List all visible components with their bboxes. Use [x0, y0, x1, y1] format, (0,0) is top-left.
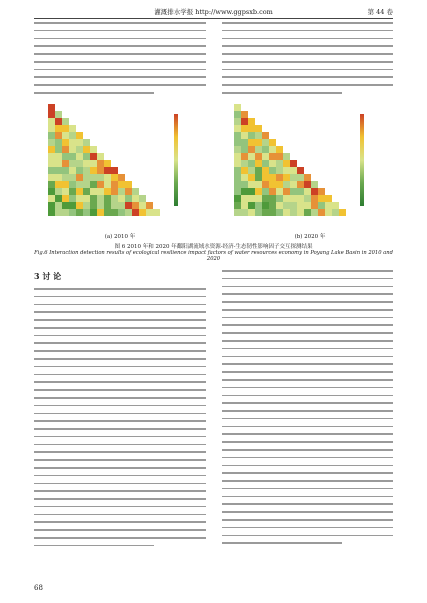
heatmap-cell — [69, 125, 76, 132]
heatmap-cell — [90, 153, 97, 160]
heatmap-cell — [262, 209, 269, 216]
heatmap-cell — [276, 167, 283, 174]
heatmap-cell — [55, 153, 62, 160]
heatmap-cell — [255, 195, 262, 202]
heatmap-cell — [104, 174, 111, 181]
heatmap-cell — [76, 167, 83, 174]
text-block-top-left — [34, 22, 206, 100]
heatmap-cell — [318, 188, 325, 195]
heatmap-cell — [76, 146, 83, 153]
heatmap-cell — [262, 146, 269, 153]
heatmap-cell — [234, 146, 241, 153]
heatmap-cell — [83, 181, 90, 188]
heatmap-cell — [97, 153, 104, 160]
heatmap-cell — [248, 153, 255, 160]
heatmap-cell — [76, 139, 83, 146]
heatmap-cell — [325, 209, 332, 216]
heatmap-cell — [269, 181, 276, 188]
heatmap-cell — [111, 167, 118, 174]
heatmap-cell — [304, 209, 311, 216]
heatmap-cell — [234, 167, 241, 174]
heatmap-cell — [118, 181, 125, 188]
heatmap-cell — [69, 146, 76, 153]
heatmap-cell — [262, 202, 269, 209]
heatmap-cell — [48, 118, 55, 125]
heatmap-cell — [276, 202, 283, 209]
heatmap-cell — [104, 160, 111, 167]
heatmap-cell — [48, 181, 55, 188]
heatmap-cell — [255, 202, 262, 209]
heatmap-cell — [248, 195, 255, 202]
heatmap-cell — [255, 160, 262, 167]
heatmap-cell — [132, 188, 139, 195]
heatmap-cell — [304, 174, 311, 181]
heatmap-cell — [90, 174, 97, 181]
heatmap-cell — [311, 188, 318, 195]
heatmap-cell — [111, 195, 118, 202]
heatmap-cell — [104, 188, 111, 195]
heatmap-cell — [262, 188, 269, 195]
color-legend — [174, 114, 178, 206]
heatmap-cell — [234, 160, 241, 167]
figure-caption-en: Fig.6 Interaction detection results of ecological resilience impact factors of water resources economy in Poyang Lake Basin in 2010 and 2020 — [34, 250, 393, 262]
heatmap-cell — [290, 188, 297, 195]
color-legend — [360, 114, 364, 206]
heatmap-cell — [318, 202, 325, 209]
heatmap-cell — [241, 111, 248, 118]
heatmap-cell — [139, 202, 146, 209]
heatmap-cell — [104, 181, 111, 188]
heatmap-cell — [111, 202, 118, 209]
heatmap-cell — [234, 202, 241, 209]
heatmap-cell — [48, 153, 55, 160]
heatmap-cell — [241, 160, 248, 167]
heatmap-cell — [48, 167, 55, 174]
heatmap-cell — [104, 167, 111, 174]
heatmap-cell — [269, 146, 276, 153]
heatmap-cell — [262, 174, 269, 181]
heatmap-cell — [234, 195, 241, 202]
heatmap-cell — [83, 146, 90, 153]
heatmap-cell — [55, 111, 62, 118]
figure-caption-cn: 图 6 2010 年和 2020 年鄱阳湖流域水资源-经济-生态韧性影响因子交互探测结果 — [114, 244, 313, 250]
heatmap-cell — [283, 153, 290, 160]
heatmap-cell — [69, 209, 76, 216]
heatmap-cell — [62, 174, 69, 181]
heatmap-cell — [83, 139, 90, 146]
heatmap-cell — [283, 160, 290, 167]
heatmap-cell — [97, 188, 104, 195]
heatmap-cell — [255, 132, 262, 139]
heatmap-cell — [48, 202, 55, 209]
heatmap-cell — [234, 118, 241, 125]
heatmap-cell — [125, 202, 132, 209]
heatmap-cell — [304, 202, 311, 209]
heatmap-cell — [118, 188, 125, 195]
heatmap-cell — [55, 160, 62, 167]
heatmap-cell — [304, 195, 311, 202]
heatmap-cell — [269, 174, 276, 181]
heatmap-cell — [276, 160, 283, 167]
heatmap-cell — [69, 132, 76, 139]
heatmap-cell — [248, 181, 255, 188]
running-header — [34, 6, 393, 19]
heatmap-cell — [262, 181, 269, 188]
heatmap-cell — [241, 125, 248, 132]
heatmap-cell — [290, 209, 297, 216]
heatmap-cell — [269, 167, 276, 174]
heatmap-cell — [311, 202, 318, 209]
heatmap-cell — [118, 202, 125, 209]
heatmap-cell — [241, 153, 248, 160]
heatmap-cell — [269, 188, 276, 195]
heatmap-cell — [62, 146, 69, 153]
heatmap-cell — [297, 181, 304, 188]
heatmap-cell — [262, 195, 269, 202]
heatmap-cell — [241, 167, 248, 174]
heatmap-cell — [255, 174, 262, 181]
heatmap-cell — [241, 139, 248, 146]
heatmap-cell — [283, 188, 290, 195]
heatmap-cell — [269, 153, 276, 160]
heatmap-cell — [262, 132, 269, 139]
heatmap-cell — [55, 181, 62, 188]
heatmap-cell — [62, 181, 69, 188]
heatmap-cell — [69, 188, 76, 195]
heatmap-cell — [325, 195, 332, 202]
heatmap-cell — [48, 209, 55, 216]
heatmap-cell — [255, 181, 262, 188]
journal-name: 灌溉排水学报 http://www.ggpsxb.com — [154, 8, 273, 16]
heatmap-cell — [76, 132, 83, 139]
heatmap-cell — [62, 167, 69, 174]
heatmap-cell — [255, 139, 262, 146]
heatmap-cell — [83, 160, 90, 167]
heatmap-cell — [241, 146, 248, 153]
heatmap-cell — [83, 195, 90, 202]
heatmap-cell — [62, 118, 69, 125]
heatmap-cell — [97, 202, 104, 209]
heatmap-cell — [132, 195, 139, 202]
heatmap-cell — [318, 209, 325, 216]
heatmap-cell — [55, 146, 62, 153]
heatmap-cell — [248, 188, 255, 195]
heatmap-cell — [132, 202, 139, 209]
heatmap-cell — [332, 202, 339, 209]
heatmap-cell — [118, 195, 125, 202]
heatmap-cell — [241, 195, 248, 202]
heatmap-cell — [248, 118, 255, 125]
heatmap-cell — [290, 167, 297, 174]
heatmap-cell — [69, 181, 76, 188]
heatmap-cell — [118, 209, 125, 216]
heatmap-cell — [255, 209, 262, 216]
heatmap-cell — [276, 153, 283, 160]
heatmap-cell — [297, 174, 304, 181]
heatmap-cell — [248, 160, 255, 167]
heatmap-cell — [290, 181, 297, 188]
heatmap-cell — [269, 160, 276, 167]
heatmap-cell — [76, 209, 83, 216]
heatmap-cell — [276, 146, 283, 153]
heatmap-cell — [111, 209, 118, 216]
heatmap-cell — [262, 167, 269, 174]
heatmap-cell — [234, 174, 241, 181]
heatmap-cell — [146, 202, 153, 209]
heatmap-cell — [290, 174, 297, 181]
heatmap-cell — [48, 146, 55, 153]
heatmap-cell — [283, 167, 290, 174]
heatmap-cell — [69, 202, 76, 209]
heatmap-cell — [76, 195, 83, 202]
heatmap-cell — [48, 111, 55, 118]
heatmap-cell — [62, 202, 69, 209]
heatmap-cell — [55, 174, 62, 181]
heatmap-cell — [139, 209, 146, 216]
heatmap-cell — [69, 195, 76, 202]
heatmap-cell — [283, 181, 290, 188]
heatmap-cell — [55, 195, 62, 202]
heatmap-cell — [297, 195, 304, 202]
heatmap-cell — [48, 195, 55, 202]
heatmap-cell — [311, 181, 318, 188]
heatmap-cell — [125, 181, 132, 188]
heatmap-cell — [76, 188, 83, 195]
heatmap-cell — [62, 188, 69, 195]
heatmap-cell — [255, 146, 262, 153]
heatmap-cell — [248, 139, 255, 146]
heatmap-cell — [48, 125, 55, 132]
heatmap-cell — [248, 174, 255, 181]
heatmap-cell — [297, 167, 304, 174]
heatmap-cell — [55, 125, 62, 132]
heatmap-cell — [248, 125, 255, 132]
heatmap-cell — [69, 153, 76, 160]
volume-number: 第 44 卷 — [367, 8, 393, 16]
heatmap-cell — [248, 146, 255, 153]
heatmap-cell — [69, 139, 76, 146]
heatmap-cell — [62, 195, 69, 202]
heatmap-cell — [48, 132, 55, 139]
heatmap-cell — [48, 160, 55, 167]
figure-label-2020: (b) 2020 年 — [294, 234, 326, 240]
heatmap-cell — [69, 167, 76, 174]
heatmap-cell — [255, 167, 262, 174]
heatmap-cell — [241, 174, 248, 181]
heatmap-cell — [297, 202, 304, 209]
heatmap-cell — [241, 118, 248, 125]
heatmap-cell — [262, 160, 269, 167]
heatmap-cell — [234, 209, 241, 216]
heatmap-cell — [234, 181, 241, 188]
heatmap-cell — [125, 195, 132, 202]
heatmap-cell — [83, 167, 90, 174]
heatmap-cell — [262, 153, 269, 160]
heatmap-cell — [62, 153, 69, 160]
heatmap-cell — [83, 174, 90, 181]
heatmap-cell — [234, 139, 241, 146]
heatmap-cell — [325, 202, 332, 209]
heatmap-cell — [234, 111, 241, 118]
heatmap-cell — [234, 132, 241, 139]
heatmap-cell — [304, 188, 311, 195]
heatmap-cell — [255, 153, 262, 160]
page-number: 68 — [34, 584, 43, 592]
heatmap-cell — [248, 202, 255, 209]
heatmap-cell — [90, 167, 97, 174]
heatmap-cell — [48, 174, 55, 181]
heatmap-cell — [153, 209, 160, 216]
heatmap-cell — [48, 104, 55, 111]
heatmap-cell — [283, 202, 290, 209]
heatmap-cell — [297, 188, 304, 195]
heatmap-cell — [55, 188, 62, 195]
heatmap-cell — [283, 209, 290, 216]
heatmap-cell — [48, 188, 55, 195]
heatmap-cell — [76, 153, 83, 160]
heatmap-cell — [83, 209, 90, 216]
heatmap-cell — [55, 202, 62, 209]
heatmap-cell — [90, 202, 97, 209]
heatmap-cell — [111, 188, 118, 195]
heatmap-cell — [248, 132, 255, 139]
heatmap-cell — [125, 188, 132, 195]
heatmap-cell — [241, 188, 248, 195]
heatmap-cell — [90, 188, 97, 195]
heatmap-cell — [48, 139, 55, 146]
heatmap-cell — [269, 195, 276, 202]
heatmap-cell — [97, 181, 104, 188]
heatmap-cell — [69, 174, 76, 181]
heatmap-cell — [83, 153, 90, 160]
heatmap-cell — [139, 195, 146, 202]
heatmap-cell — [234, 125, 241, 132]
heatmap-cell — [104, 202, 111, 209]
heatmap-cell — [234, 104, 241, 111]
figure-label-2010: (a) 2010 年 — [104, 234, 136, 240]
heatmap-cell — [248, 167, 255, 174]
heatmap-cell — [332, 209, 339, 216]
heatmap-cell — [132, 209, 139, 216]
heatmap-cell — [297, 209, 304, 216]
heatmap-cell — [118, 174, 125, 181]
heatmap-cell — [241, 202, 248, 209]
heatmap-cell — [269, 209, 276, 216]
heatmap-cell — [90, 146, 97, 153]
heatmap-cell — [111, 181, 118, 188]
heatmap-cell — [290, 160, 297, 167]
heatmap-cell — [69, 160, 76, 167]
heatmap-cell — [62, 139, 69, 146]
heatmap-cell — [97, 167, 104, 174]
heatmap-cell — [55, 167, 62, 174]
heatmap-cell — [83, 202, 90, 209]
heatmap-cell — [255, 188, 262, 195]
heatmap-cell — [55, 118, 62, 125]
heatmap-2020 — [220, 100, 400, 228]
heatmap-cell — [241, 181, 248, 188]
heatmap-cell — [125, 209, 132, 216]
heatmap-cell — [290, 195, 297, 202]
heatmap-cell — [62, 160, 69, 167]
heatmap-cell — [311, 209, 318, 216]
heatmap-cell — [283, 195, 290, 202]
heatmap-cell — [290, 202, 297, 209]
heatmap-cell — [76, 202, 83, 209]
heatmap-cell — [97, 160, 104, 167]
heatmap-cell — [276, 209, 283, 216]
heatmap-cell — [339, 209, 346, 216]
heatmap-cell — [234, 153, 241, 160]
text-block-bottom-right — [222, 270, 393, 550]
heatmap-cell — [269, 202, 276, 209]
heatmap-cell — [276, 174, 283, 181]
heatmap-2010 — [34, 100, 214, 228]
text-block-top-right — [222, 22, 393, 100]
heatmap-cell — [262, 139, 269, 146]
heatmap-cell — [318, 195, 325, 202]
section-title: 3 讨 论 — [34, 271, 62, 281]
heatmap-cell — [97, 174, 104, 181]
heatmap-cell — [269, 139, 276, 146]
heatmap-cell — [104, 195, 111, 202]
heatmap-cell — [76, 174, 83, 181]
heatmap-cell — [276, 195, 283, 202]
heatmap-cell — [55, 132, 62, 139]
heatmap-cell — [83, 188, 90, 195]
heatmap-cell — [241, 209, 248, 216]
heatmap-cell — [311, 195, 318, 202]
heatmap-cell — [276, 188, 283, 195]
heatmap-cell — [111, 174, 118, 181]
heatmap-cell — [76, 181, 83, 188]
heatmap-cell — [90, 209, 97, 216]
heatmap-cell — [276, 181, 283, 188]
heatmap-cell — [234, 188, 241, 195]
heatmap-cell — [104, 209, 111, 216]
heatmap-cell — [248, 209, 255, 216]
heatmap-cell — [55, 139, 62, 146]
heatmap-cell — [241, 132, 248, 139]
heatmap-cell — [62, 125, 69, 132]
heatmap-cell — [90, 195, 97, 202]
heatmap-cell — [62, 132, 69, 139]
heatmap-cell — [90, 181, 97, 188]
heatmap-cell — [97, 195, 104, 202]
heatmap-cell — [62, 209, 69, 216]
heatmap-cell — [76, 160, 83, 167]
heatmap-cell — [304, 181, 311, 188]
heatmap-cell — [146, 209, 153, 216]
heatmap-cell — [283, 174, 290, 181]
heatmap-cell — [255, 125, 262, 132]
text-block-bottom-left — [34, 288, 206, 553]
heatmap-cell — [90, 160, 97, 167]
heatmap-cell — [55, 209, 62, 216]
heatmap-cell — [97, 209, 104, 216]
